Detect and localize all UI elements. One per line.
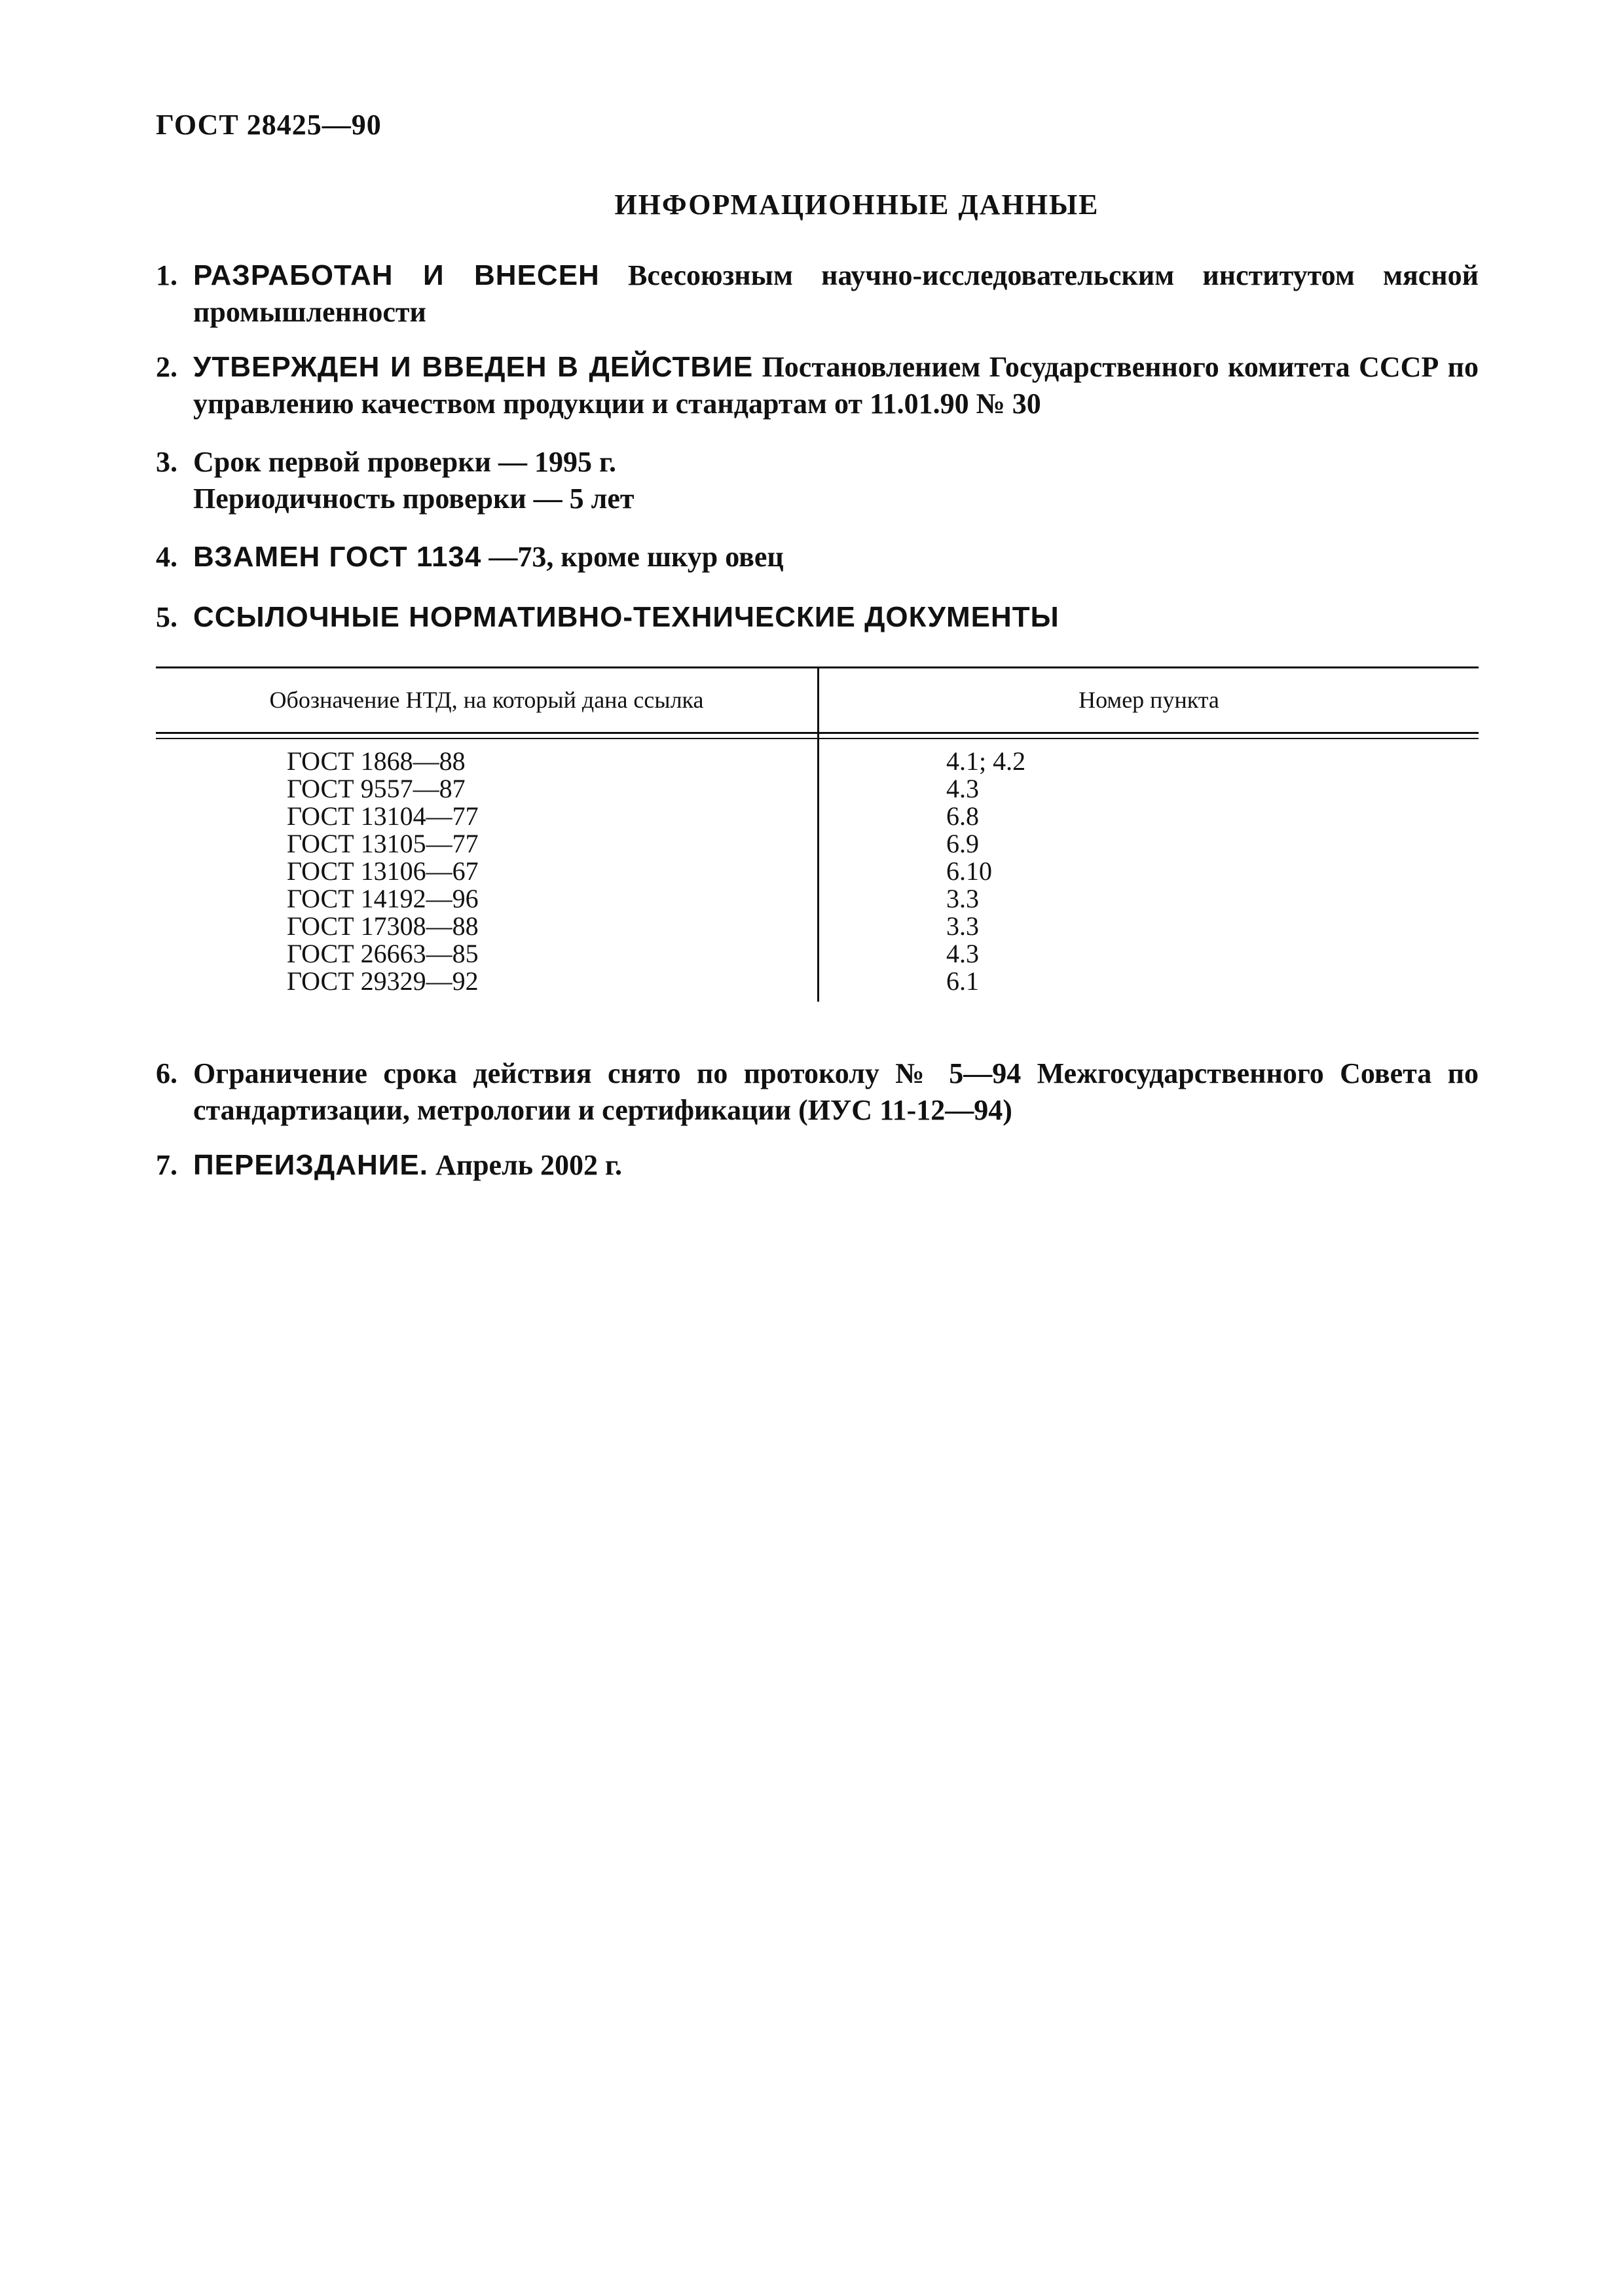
item-lead: ПЕРЕИЗДАНИЕ.: [193, 1149, 428, 1181]
table-cell-designation: ГОСТ 1868—88: [287, 746, 466, 776]
item-body: [193, 349, 1479, 422]
item-body: [193, 257, 1479, 331]
table-cell-clause: 6.8: [946, 801, 979, 831]
item-number: 2.: [156, 351, 177, 383]
table-cell-designation: ГОСТ 13105—77: [287, 829, 479, 858]
review-period-line: Периодичность проверки — 5 лет: [193, 483, 635, 515]
item-lead: РАЗРАБОТАН И ВНЕСЕН: [193, 259, 600, 291]
table-column-divider: [817, 666, 819, 1002]
item-body: ССЫЛОЧНЫЕ НОРМАТИВНО-ТЕХНИЧЕСКИЕ ДОКУМЕНТЫ: [193, 601, 1060, 633]
info-item-reference-docs: [156, 599, 1479, 636]
table-cell-clause: 6.10: [946, 856, 992, 886]
item-body: [193, 1147, 1479, 1184]
item-body: Ограничение срока действия снято по протоколу № 5—94 Межгосударственного Совета по стандартизации, метрологии и сертификации (ИУС 11-12—94): [193, 1057, 1479, 1126]
item-text: Постановлением Государственного комитета СССР по управлению качеством продукции и стандартам от 11.01.90 № 30: [193, 351, 1479, 420]
info-item-review-terms: [156, 444, 1479, 517]
item-number: 4.: [156, 541, 177, 573]
table-cell-designation: ГОСТ 17308—88: [287, 911, 479, 941]
column-header-clause: Номер пункта: [1078, 687, 1219, 713]
table-cell-designation: ГОСТ 9557—87: [287, 774, 466, 803]
table-cell-designation: ГОСТ 13106—67: [287, 856, 479, 886]
item-number: 7.: [156, 1149, 177, 1181]
info-item-approved: [156, 349, 1479, 422]
table-cell-designation: ГОСТ 29329—92: [287, 966, 479, 996]
item-body: [193, 539, 1479, 575]
column-header-designation: Обозначение НТД, на который дана ссылка: [269, 687, 704, 713]
table-cell-clause: 4.1; 4.2: [946, 746, 1026, 776]
clause-column: [946, 748, 1025, 995]
item-text: Всесоюзным научно-исследовательским институтом мясной промышленности: [193, 259, 1479, 328]
table-cell-designation: ГОСТ 14192—96: [287, 884, 479, 913]
item-number: 1.: [156, 259, 177, 291]
item-text: Апрель 2002 г.: [428, 1149, 623, 1181]
table-cell-clause: 6.1: [946, 966, 979, 996]
item-lead: ВЗАМЕН ГОСТ 1134: [193, 541, 482, 573]
info-item-replaces: [156, 539, 1479, 575]
designation-column: [287, 748, 479, 995]
info-item-developed: [156, 257, 1479, 331]
table-cell-clause: 4.3: [946, 774, 979, 803]
section-title: ИНФОРМАЦИОННЫЕ ДАННЫЕ: [614, 189, 1099, 221]
item-text: —73, кроме шкур овец: [481, 541, 784, 573]
reference-documents-table: [156, 666, 1479, 1002]
table-cell-clause: 6.9: [946, 829, 979, 858]
item-lead: УТВЕРЖДЕН И ВВЕДЕН В ДЕЙСТВИЕ: [193, 351, 754, 383]
item-number: 3.: [156, 446, 177, 478]
table-cell-designation: ГОСТ 26663—85: [287, 939, 479, 968]
item-body: [193, 444, 1479, 517]
table-cell-clause: 4.3: [946, 939, 979, 968]
item-number: 5.: [156, 601, 177, 633]
table-cell-clause: 3.3: [946, 884, 979, 913]
table-cell-designation: ГОСТ 13104—77: [287, 801, 479, 831]
first-review-line: Срок первой проверки — 1995 г.: [193, 446, 616, 478]
info-item-validity-limit: [156, 1055, 1479, 1129]
table-cell-clause: 3.3: [946, 911, 979, 941]
document-code: ГОСТ 28425—90: [156, 109, 382, 141]
item-number: 6.: [156, 1057, 177, 1089]
info-item-reissue: [156, 1147, 1479, 1184]
